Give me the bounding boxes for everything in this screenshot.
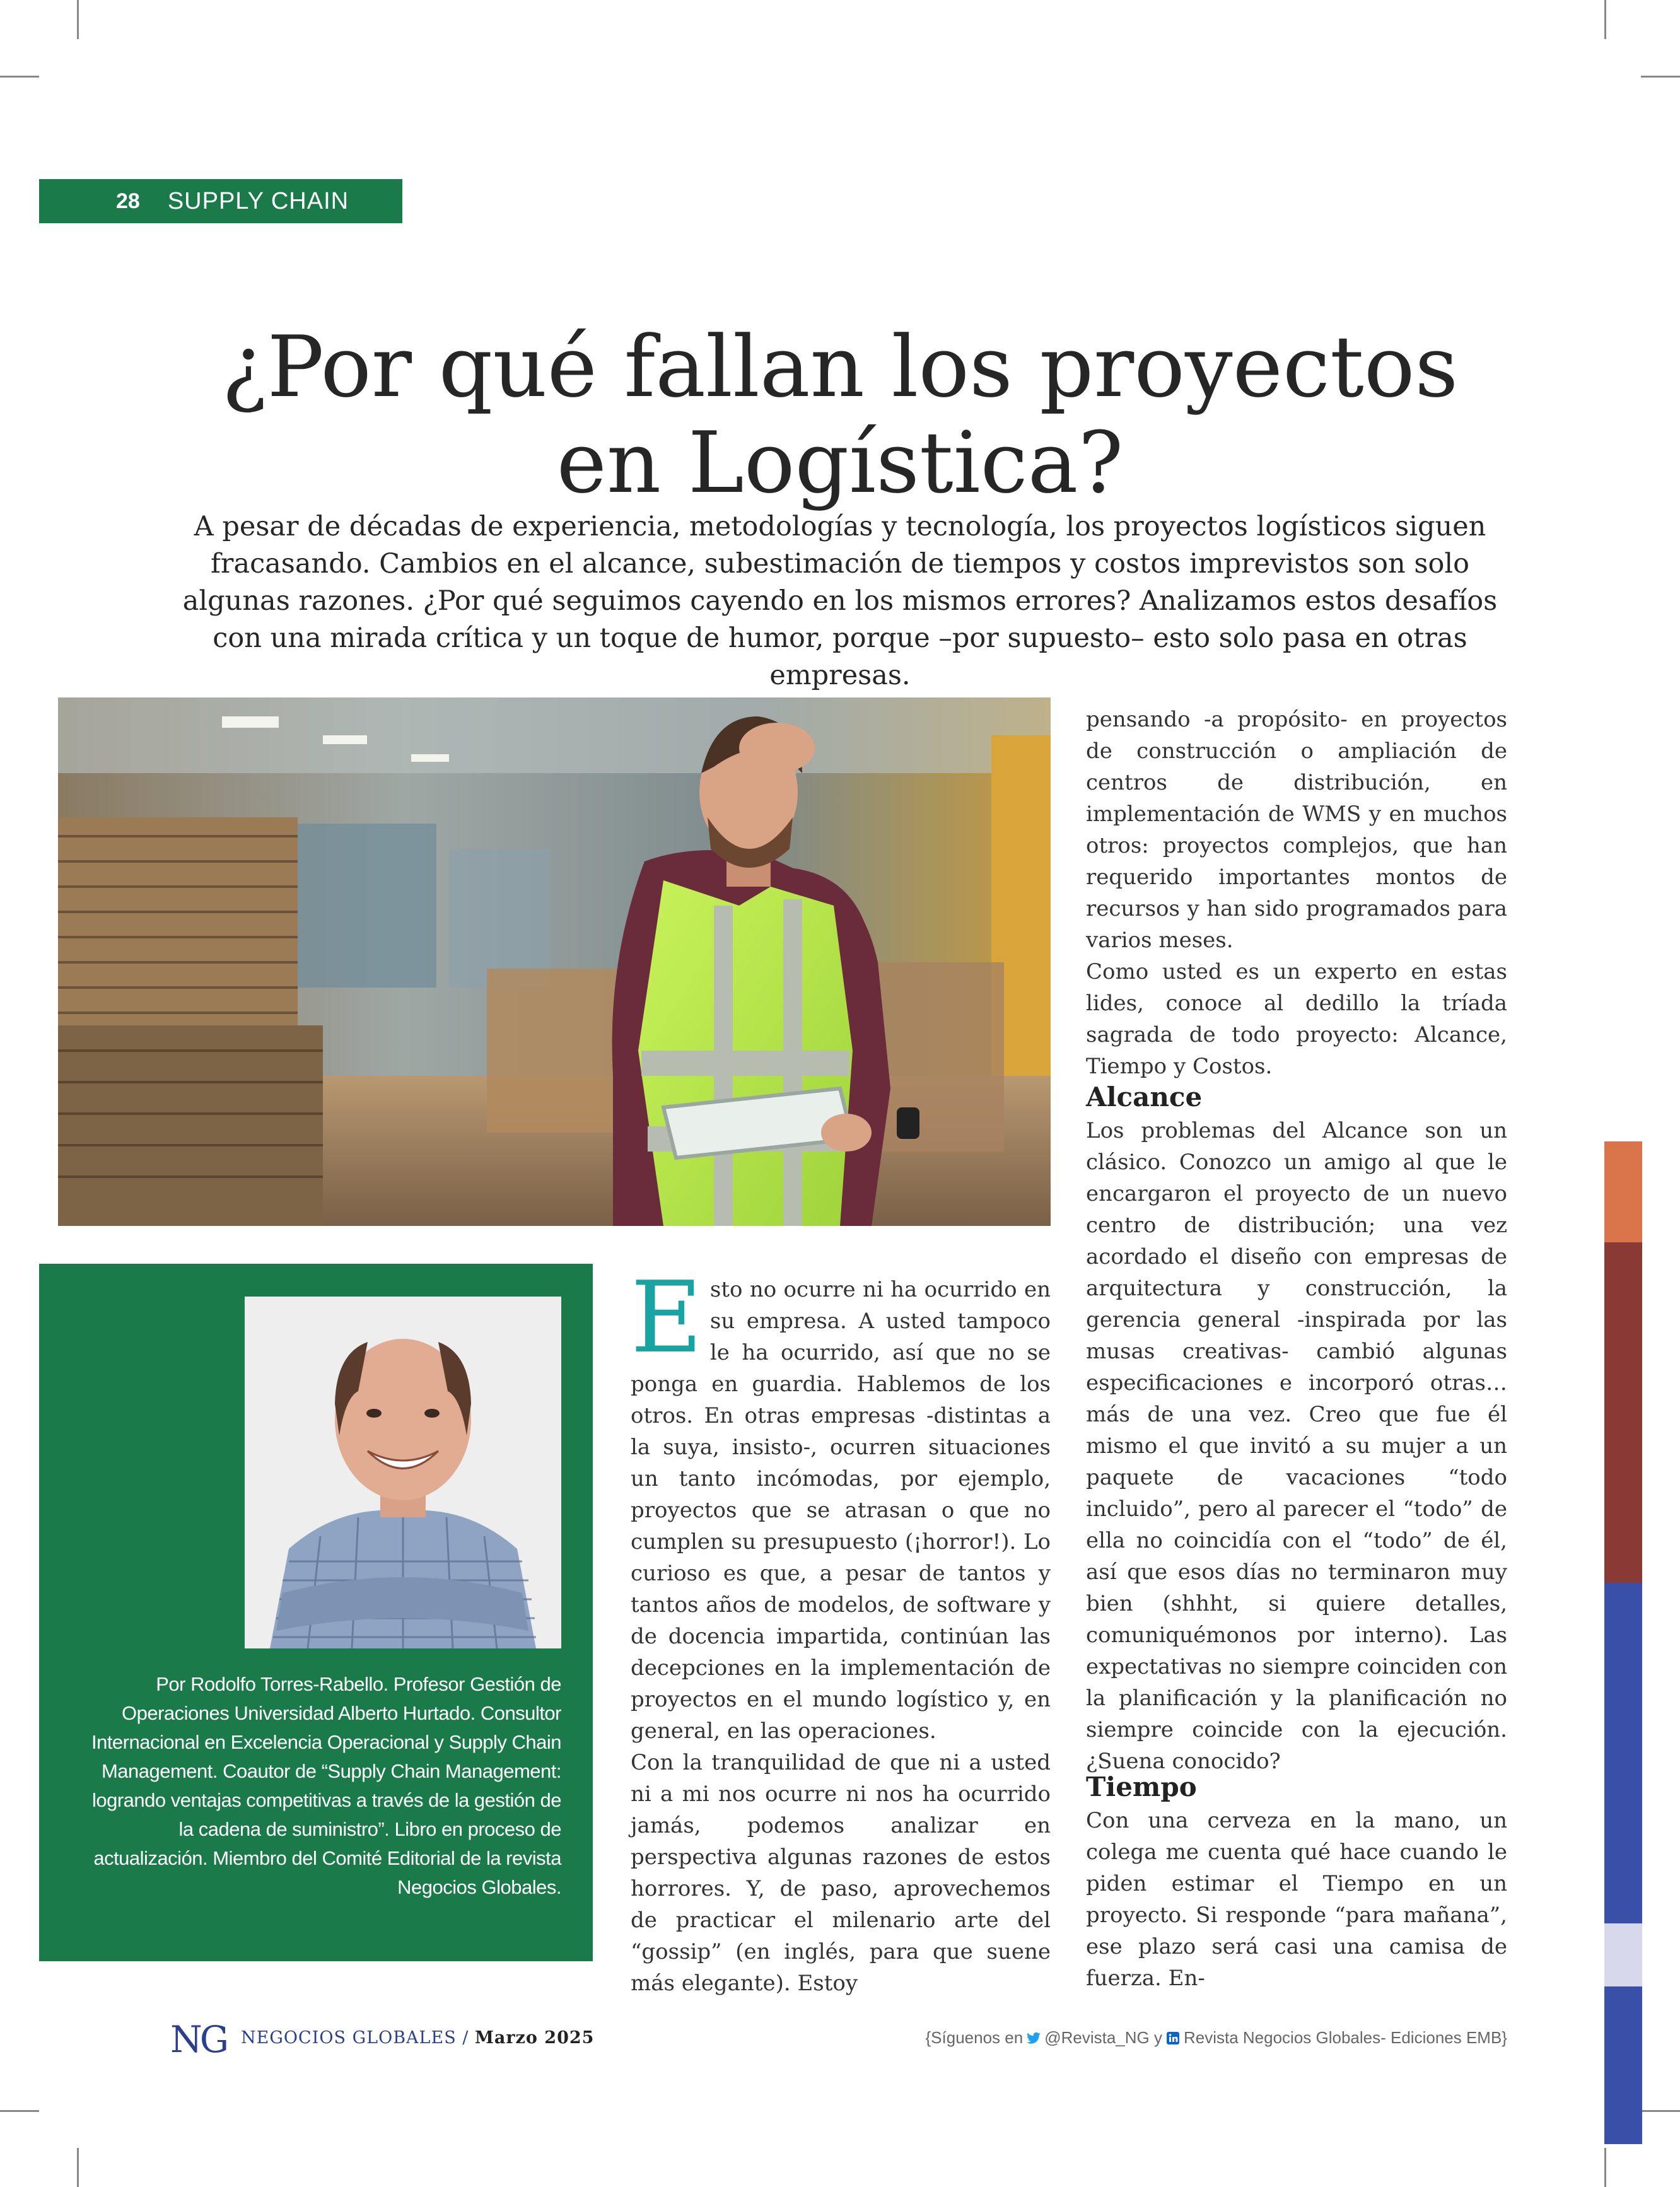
ng-logo: NG: [170, 2018, 227, 2061]
article-dek: A pesar de décadas de experiencia, metodologías y tecnología, los proyectos logísticos siguen fracasando. Cambios en el alcance, subestimación de tiempos y costos imprevistos son solo algunas razones. ¿Por qué seguimos cayendo en los mismos errores? Analizamos estos desafíos con una mirada crítica y un toque de humor, porque –por supuesto– esto solo pasa en otras empresas.: [182, 511, 1498, 691]
crop-mark: [1604, 2148, 1606, 2187]
subhead-tiempo: Tiempo: [1086, 1771, 1197, 1802]
edge-strip: [1604, 1986, 1642, 2144]
crop-mark: [1641, 76, 1680, 78]
body-column-3-top: [1086, 704, 1507, 1082]
section-tiempo: [1086, 1770, 1507, 1994]
title-line-1: ¿Por qué fallan los proyectos: [221, 318, 1459, 416]
footer-magazine: [241, 2028, 594, 2048]
crop-mark: [77, 0, 79, 39]
edge-strip: [1604, 1923, 1642, 1986]
author-portrait: [245, 1297, 561, 1648]
author-bio-text: Por Rodolfo Torres-Rabello. Profesor Gestión de Operaciones Universidad Alberto Hurtado. Consultor Internacional en Excelencia Operacional y Supply Chain Management. Coautor de “Supply Chain Management: logrando ventajas competitivas a través de la gestión de la cadena de suministro”. Libro en proceso de actualización. Miembro del Comité Editorial de la revista Negocios Globales.: [91, 1673, 561, 1898]
edge-strip: [1604, 1141, 1642, 1242]
crop-mark: [77, 2148, 79, 2187]
crop-mark: [0, 2110, 39, 2112]
page-number: 28: [116, 189, 140, 213]
linkedin-page[interactable]: Revista Negocios Globales- Ediciones EMB}: [1183, 2028, 1507, 2047]
title-line-2: en Logística?: [556, 414, 1124, 512]
crop-mark: [1641, 2110, 1680, 2112]
edge-strip: [1604, 1583, 1642, 1923]
issue-date: Marzo 2025: [474, 2028, 595, 2048]
twitter-handle[interactable]: @Revista_NG y: [1044, 2028, 1162, 2047]
warehouse-worker-photo: [58, 697, 1051, 1226]
crop-mark: [1604, 0, 1606, 39]
footer-social: [925, 2028, 1507, 2048]
paragraph: pensando -a propósito- en proyectos de construcción o ampliación de centros de distribución, en implementación de WMS y en muchos otros: proyectos complejos, que han requerido importantes montos de recursos y han sido programados para varios meses.: [1086, 707, 1507, 953]
section-header: [39, 179, 402, 223]
paragraph: Con una cerveza en la mano, un colega me cuenta qué hace cuando le piden estimar el Tiempo en un proyecto. Si responde “para mañana”, ese plazo será casi una camisa de fuerza. En-: [1086, 1808, 1507, 1991]
section-title: SUPPLY CHAIN: [167, 187, 349, 214]
paragraph: Con la tranquilidad de que ni a usted ni a mi nos ocurre ni nos ha ocurrido jamás, podemos analizar en perspectiva algunas razones de estos horrores. Y, de paso, aprovechemos de practicar el milenario arte del “gossip” (en inglés, para que suene más elegante). Estoy: [631, 1750, 1051, 1996]
magazine-name: NEGOCIOS GLOBALES: [241, 2028, 457, 2048]
article-title: [126, 319, 1554, 511]
twitter-icon: [1027, 2031, 1041, 2045]
drop-cap: E: [631, 1260, 703, 1375]
paragraph-text: sto no ocurre ni ha ocurrido en su empresa. A usted tampoco le ha ocurrido, así que no se ponga en guardia. Hablemos de los otros. En otras empresas -distintas a la suya, insisto-, ocurren situaciones un tanto incómodas, por ejemplo, proyectos que se atrasan o que no cumplen su presupuesto (¡horror!). Lo curioso es que, a pesar de tantos y tantos años de modelos, de software y de docencia impartida, continúan las decepciones en la implementación de proyectos en el mundo logístico y, en general, en las operaciones.: [631, 1277, 1051, 1744]
subhead-alcance: Alcance: [1086, 1082, 1203, 1112]
footer-separator: /: [456, 2028, 475, 2048]
edge-strip: [1604, 1242, 1642, 1583]
linkedin-icon: [1166, 2031, 1180, 2045]
body-column-2: [631, 1260, 1051, 1999]
paragraph: Como usted es un experto en estas lides, conoce al dedillo la tríada sagrada de todo proyecto: Alcance, Tiempo y Costos.: [1086, 959, 1507, 1079]
social-prefix: {Síguenos en: [925, 2028, 1024, 2047]
crop-mark: [0, 76, 39, 78]
section-alcance: [1086, 1080, 1507, 1777]
paragraph: [631, 1260, 1051, 1747]
paragraph: Los problemas del Alcance son un clásico. Conozco un amigo al que le encargaron el proyecto de un nuevo centro de distribución; una vez acordado el diseño con empresas de arquitectura y construcción, la gerencia general -inspirada por las musas creativas- cambió algunas especificaciones e incorporó otras… más de una vez. Creo que fue él mismo el que invitó a su mujer a un paquete de vacaciones “todo incluido”, pero al parecer el “todo” de ella no coincidía con el “todo” de él, así que esos días no terminaron muy bien (shhht, si quiere detalles, comuniquémonos por interno). Las expectativas no siempre coinciden con la planificación y la planificación no siempre coincide con la ejecución. ¿Suena conocido?: [1086, 1118, 1507, 1774]
